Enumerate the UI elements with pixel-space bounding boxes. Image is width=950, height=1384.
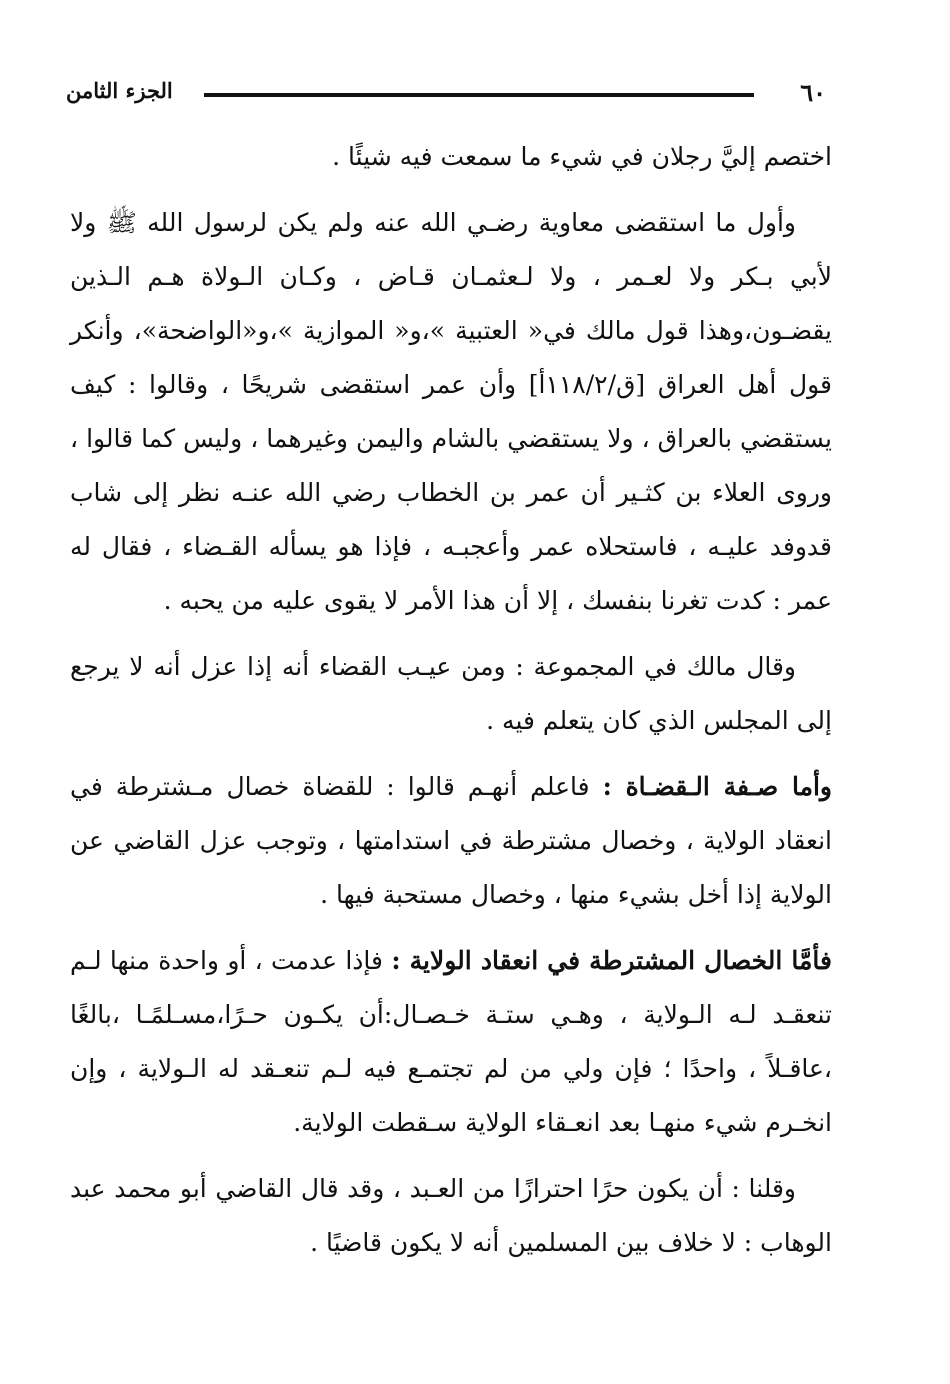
running-title: الجزء الثامن — [66, 78, 173, 103]
paragraph-text: اختصم إليَّ رجلان في شيء ما سمعت فيه شيئًا . — [332, 142, 832, 171]
paragraph-2 — [70, 196, 832, 628]
header-rule — [204, 93, 754, 97]
paragraph-text: وقلنا : أن يكون حرًا احترازًا من العـبد ، وقد قال القاضي أبو محمد عبد الوهاب : لا خلاف بين المسلمين أنه لا يكون قاضيًا . — [70, 1174, 832, 1257]
paragraph-text: وقال مالك في المجموعة : ومن عيـب القضاء أنه إذا عزل أنه لا يرجع إلى المجلس الذي كان يتعلم فيه . — [70, 652, 832, 735]
paragraph-1 — [70, 130, 832, 184]
paragraph-text: فاعلم أنهـم قالوا : للقضاة خصال مـشترطة في انعقاد الولاية ، وخصال مشترطة في استدامتها ، وتوجب عزل القاضي عن الولاية إذا أخل بشيء منها ، وخصال مستحبة فيها . — [70, 772, 832, 909]
page-header — [66, 78, 826, 114]
page-number: ٦٠ — [800, 78, 826, 107]
paragraph-6 — [70, 1162, 832, 1270]
paragraph-text: وأول ما استقضى معاوية رضـي الله عنه ولم يكن لرسول الله ﷺ ولا لأبي بـكر ولا لعـمر ، ولا لـعثمـان قـاض ، وكـان الـولاة هـم الـذين يقضـون،وهذا قول مالك في« العتبية »،و« الموازية »،و«الواضحة»، وأنكر قول أهل العراق [ق/١١٨/٢أ] وأن عمر استقضى شريحًا ، وقالوا : كيف يستقضي بالعراق ، ولا يستقضي بالشام واليمن وغيرهما ، وليس كما قالوا ، وروى العلاء بن كثـير أن عمر بن الخطاب رضي الله عنـه نظر إلى شاب قدوفد عليـه ، فاستحلاه عمر وأعجبـه ، فإذا هو يسأله القـضاء ، فقال له عمر : كدت تغرنا بنفسك ، إلا أن هذا الأمر لا يقوى عليه من يحبه . — [70, 208, 832, 615]
body-text — [70, 130, 832, 1282]
paragraph-3 — [70, 640, 832, 748]
paragraph-text: فإذا عدمت ، أو واحدة منها لـم تنعقـد لـه الـولاية ، وهـي ستـة خـصـال:أن يكـون حـرًا،مسـلمًـا ،بالغًا ،عاقـلاً ، واحدًا ؛ فإن ولي من لم تجتمـع فيه لـم تنعـقد له الـولاية ، وإن انخـرم شيء منهـا بعد انعـقاء الولاية سـقطت الولاية. — [70, 946, 832, 1137]
paragraph-4 — [70, 760, 832, 922]
paragraph-lead-heading: وأما صـفة الـقضـاة : — [602, 772, 832, 801]
paragraph-lead-heading: فأمَّا الخصال المشترطة في انعقاد الولاية : — [391, 946, 832, 975]
paragraph-5 — [70, 934, 832, 1150]
